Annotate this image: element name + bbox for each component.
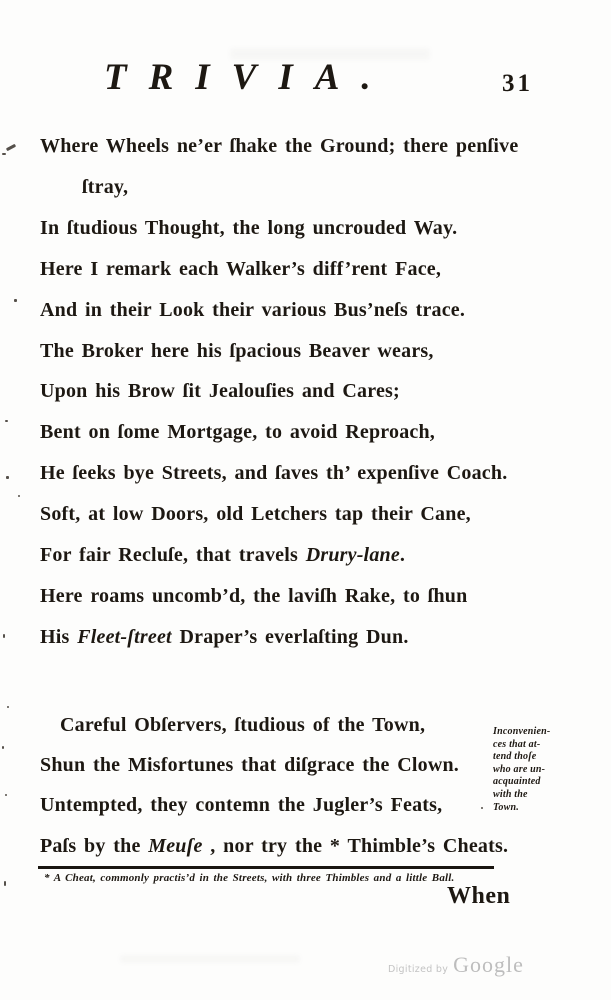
ink-speck xyxy=(3,634,5,638)
page-showthrough xyxy=(230,48,430,60)
poem-line xyxy=(40,785,508,825)
poem-line xyxy=(40,126,518,167)
watermark-prefix: Digitized by xyxy=(388,964,449,975)
poem-line xyxy=(40,535,518,576)
poem-text: His xyxy=(40,625,78,648)
ink-speck xyxy=(2,746,4,749)
poem-text-italic: Drury-lane xyxy=(305,544,400,567)
margin-note-line: who are un- xyxy=(493,763,546,775)
poem-line xyxy=(40,453,518,494)
poem-text: Shun the Misfortunes that diſgrace the Clown. xyxy=(40,754,460,777)
margin-note-line: tend thoſe xyxy=(493,751,537,763)
footnote: * A Cheat, commonly practis’d in the Streets, with three Thimbles and a little Ball. xyxy=(44,872,455,884)
catchword: When xyxy=(447,883,511,909)
poem-line xyxy=(40,745,508,785)
ink-speck xyxy=(4,881,6,886)
ink-speck xyxy=(5,794,7,796)
poem-line xyxy=(40,249,518,290)
page-title: TRIVIA. xyxy=(104,57,393,98)
poem-line xyxy=(40,208,518,249)
poem-text: The Broker here his ſpacious Beaver wears, xyxy=(40,339,434,362)
poem-text: For fair Recluſe, that travels xyxy=(40,544,306,567)
poem-line xyxy=(40,412,518,453)
ink-speck xyxy=(2,153,6,155)
poem-text: And in their Look their various Bus’neſs trace. xyxy=(40,298,466,321)
poem-text-italic: Meuſe xyxy=(148,834,203,857)
ink-speck xyxy=(5,420,8,422)
poem-text: Careful Obſervers, ſtudious of the Town, xyxy=(60,714,426,736)
margin-note xyxy=(493,726,563,814)
poem-text: Draper’s everlaſting Dun. xyxy=(171,625,409,648)
poem-line xyxy=(40,494,518,535)
ink-speck xyxy=(18,495,20,497)
poem-text: . xyxy=(399,544,406,567)
poem-line xyxy=(40,826,508,866)
ink-speck xyxy=(14,299,17,302)
poem-text: He ſeeks bye Streets, and ſaves th’ expenſive Coach. xyxy=(40,462,508,485)
poem-line xyxy=(40,331,518,372)
poem-line xyxy=(40,705,508,745)
poem-line xyxy=(40,290,518,331)
poem-text: Here roams uncomb’d, the laviſh Rake, to ſhun xyxy=(40,584,468,607)
margin-note-line: with the xyxy=(493,788,528,800)
poem-line xyxy=(40,617,518,658)
poem-text: Soft, at low Doors, old Letchers tap their Cane, xyxy=(40,503,471,526)
poem-stanza-1 xyxy=(40,126,518,658)
poem-line xyxy=(40,576,518,617)
poem-text: Where Wheels ne’er ſhake the Ground; there penſive xyxy=(40,135,519,157)
poem-line xyxy=(40,167,518,208)
page-showthrough xyxy=(120,955,300,963)
poem-line xyxy=(40,371,518,412)
margin-note-line: ces that at- xyxy=(493,738,541,750)
margin-note-line: Inconvenien- xyxy=(493,726,551,737)
watermark xyxy=(388,952,524,978)
ink-speck xyxy=(481,807,483,809)
page-number: 31 xyxy=(502,70,533,97)
ink-speck xyxy=(6,476,9,479)
margin-note-line: Town. xyxy=(493,801,519,813)
poem-text: Here I remark each Walker’s diff’rent Face, xyxy=(40,257,442,280)
google-logo: Google xyxy=(453,952,524,977)
poem-stanza-2 xyxy=(40,705,508,866)
poem-text-italic: Fleet-ſtreet xyxy=(77,625,172,648)
footnote-rule xyxy=(38,866,494,869)
poem-text: In ſtudious Thought, the long uncrouded Way. xyxy=(40,216,458,239)
poem-text: Upon his Brow ſit Jealouſies and Cares; xyxy=(40,380,400,403)
ink-speck xyxy=(6,144,16,151)
poem-text: Bent on ſome Mortgage, to avoid Reproach, xyxy=(40,421,436,444)
poem-text: Untempted, they contemn the Jugler’s Feats, xyxy=(40,794,443,817)
ink-speck xyxy=(7,706,9,708)
margin-note-line: acquainted xyxy=(493,776,541,788)
poem-text: , nor try the * Thimble’s Cheats. xyxy=(202,834,509,857)
poem-text: ſtray, xyxy=(82,175,129,198)
poem-text: Paſs by the xyxy=(40,834,149,857)
